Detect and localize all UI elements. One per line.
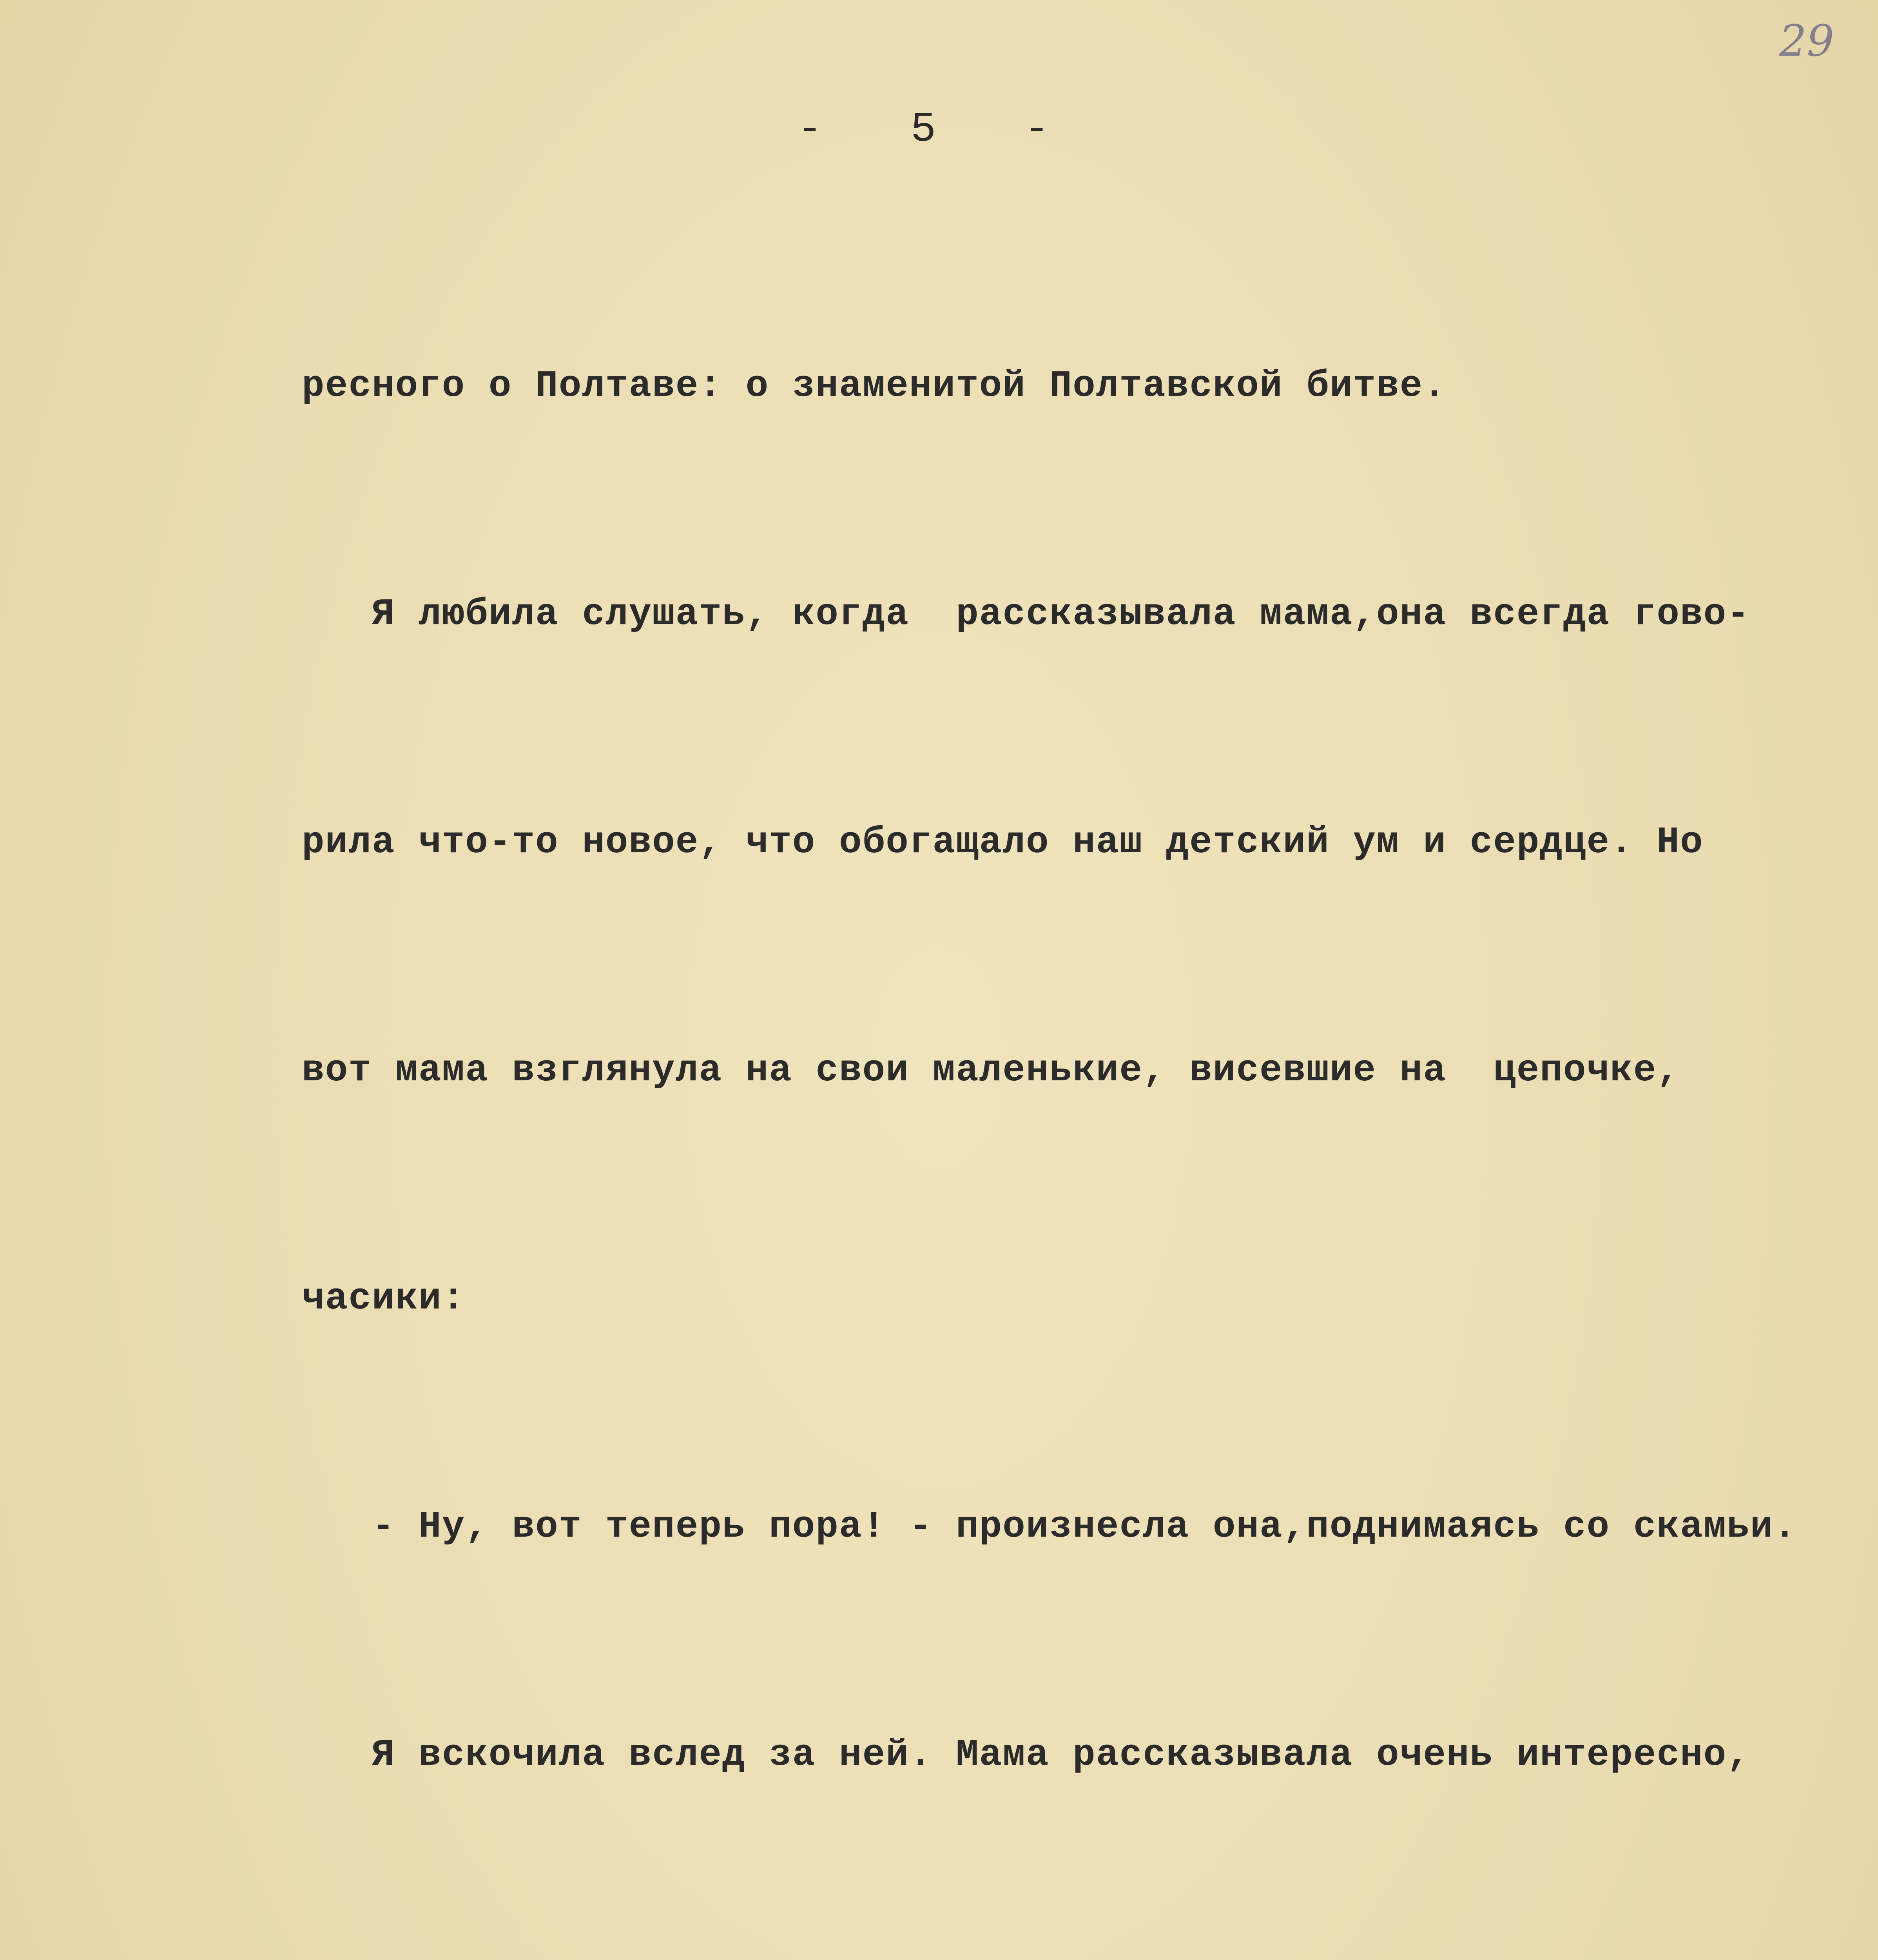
- text-line: Я вскочила вслед за ней. Мама рассказывала очень интересно,: [302, 1733, 1750, 1776]
- typed-text-body: [302, 196, 1869, 1960]
- text-line: рила что-то новое, что обогащало наш детский ум и сердце. Но: [302, 821, 1704, 864]
- text-line: Я любила слушать, когда рассказывала мама,она всегда гово-: [302, 593, 1750, 635]
- text-line: вот мама взглянула на свои маленькие, висевшие на цепочке,: [302, 1049, 1680, 1092]
- text-line: [302, 1945, 1869, 1960]
- page-number: - 5 -: [797, 106, 1081, 154]
- text-line: ресного о Полтаве: о знаменитой Полтавской битве.: [302, 365, 1447, 407]
- text-line: - Ну, вот теперь пора! - произнесла она,поднимаясь со скамьи.: [302, 1505, 1797, 1548]
- text-line: часики:: [302, 1277, 466, 1320]
- archive-page-number: 29: [1779, 16, 1834, 66]
